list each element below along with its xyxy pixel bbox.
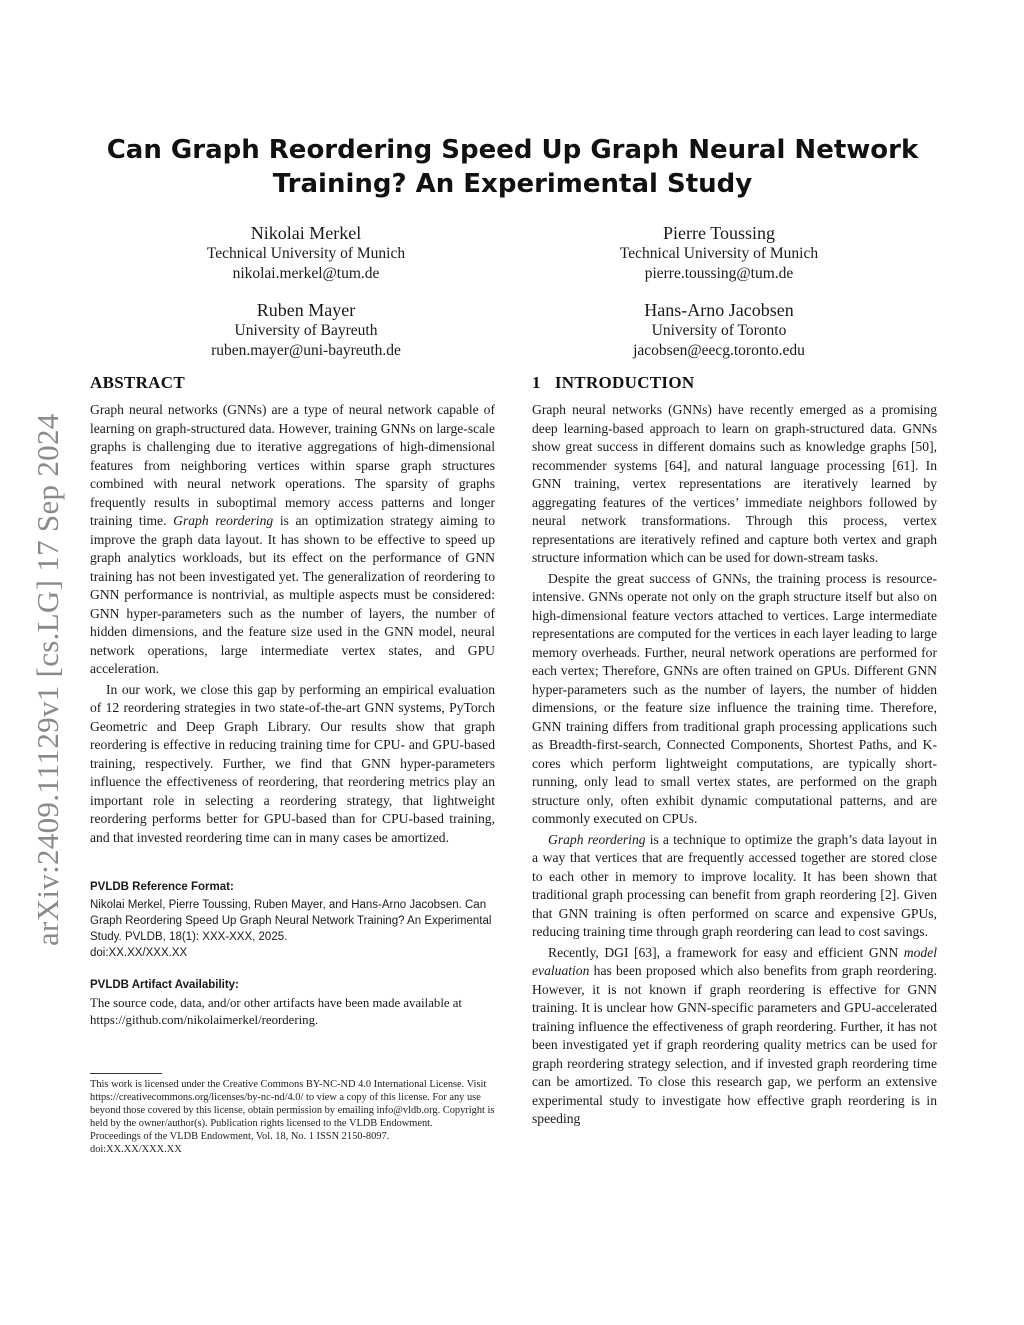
intro-paragraph: Graph neural networks (GNNs) have recently emerged as a promising deep learning-based approach to learn on graph-structured data. GNNs show great success in different domains such as knowledge graphs [50], recommender systems [64], and natural language processing [61]. In GNN training, vertex representations are iteratively learned by aggregating features of the vertices’ immediate neighbors followed by neural network transformations. Through this process, vertex representations are iteratively refined and capture both vertex and graph structure information which can be used for down-stream tasks. [532,402,937,565]
right-column [532,373,937,1129]
reference-format-text: Nikolai Merkel, Pierre Toussing, Ruben Mayer, and Hans-Arno Jacobsen. Can Graph Reordering Speed Up Graph Neural Network Training? An Experimental Study. PVLDB, 18(1): XXX-XXX, 2025. doi:XX.XX/XXX.XX [90,899,492,959]
author-name: Nikolai Merkel [250,223,362,243]
author-email: ruben.mayer@uni-bayreuth.de [211,342,401,359]
author-block [146,299,466,361]
artifact-availability [90,977,495,1029]
left-column [90,373,495,1029]
reference-format-heading: PVLDB Reference Format: [90,881,234,893]
introduction-heading [532,373,937,393]
author-block [559,299,879,361]
author-affiliation: Technical University of Munich [206,245,406,262]
author-block [559,222,879,284]
section-title: INTRODUCTION [554,373,695,392]
abstract-paragraph: In our work, we close this gap by performing an empirical evaluation of 12 reordering strategies in two state-of-the-art GNN systems, PyTorch Geometric and Deep Graph Library. Our results show that graph reordering is effective in reducing training time for CPU- and GPU-based training, respectively. Further, we find that GNN hyper-parameters influence the effectiveness of reordering, that reordering metrics play an important role in selecting a reordering strategy, that lightweight reordering performs better for GPU-based than for CPU-based training, and that invested reordering time can in many cases be amortized. [90,681,495,845]
intro-paragraph: Despite the great success of GNNs, the training process is resource-intensive. GNNs operate not only on the graph structure itself but also on high-dimensional feature vectors attached to vertices. Large intermediate representations are computed for the vertices in each layer leading to large memory overheads. Further, neural network operations are performed for each vertex; Therefore, GNNs are often trained on GPUs. Different GNN hyper-parameters such as the number of layers, the number of hidden dimensions, or the feature size influence the training time. Therefore, GNN training differs from traditional graph processing applications such as Breadth-first-search, Connected Components, Shortest Paths, and K-cores which perform lightweight computations, are typically short-running, only lead to small vertex states, are performed on the graph structure only, often exhibit dynamic computational patterns, and are commonly executed on CPUs. [532,570,937,826]
author-affiliation: Technical University of Munich [619,245,819,262]
section-number: 1 [532,373,541,392]
arxiv-identifier: arXiv:2409.11129v1 [cs.LG] 17 Sep 2024 [30,413,65,946]
author-email: nikolai.merkel@tum.de [232,265,380,282]
footnote-doi: doi:XX.XX/XXX.XX [90,1144,182,1155]
author-affiliation: University of Toronto [651,322,787,339]
intro-paragraph: Recently, DGI [63], a framework for easy and efficient GNN model evaluation has been proposed which also benefits from graph reordering. However, it is not known if graph reordering is effective for GNN training. It is unclear how GNN-specific parameters and GPU-accelerated training influence the effectiveness of graph reordering. Further, it has not been investigated yet if graph reordering quality metrics can be used for graph reordering strategy selection, and if invested graph reordering time can be amortized. To close this research gap, we perform an extensive experimental study to investigate how effective graph reordering is in speeding [532,944,937,1126]
paper-title: Can Graph Reordering Speed Up Graph Neural Network Training? An Experimental Study [106,135,919,199]
author-email: pierre.toussing@tum.de [644,265,794,282]
artifact-text: The source code, data, and/or other artifacts have been made available at https://github.com/nikolaimerkel/reordering. [90,996,462,1027]
abstract-heading: ABSTRACT [90,373,185,392]
license-text: This work is licensed under the Creative Commons BY-NC-ND 4.0 International License. Visit https://creativecommons.org/licenses/by-nc-nd/4.0/ to view a copy of this license. For any use beyond those covered by this license, obtain permission by emailing info@vldb.org. Copyright is held by the owner/author(s). Publication rights licensed to the VLDB Endowment. [90,1079,495,1129]
artifact-heading: PVLDB Artifact Availability: [90,979,239,991]
author-name: Ruben Mayer [256,300,356,320]
intro-paragraph: Graph reordering is a technique to optimize the graph’s data layout in a way that vertices that are frequently accessed together are stored close to each other in memory to improve locality. It has been shown that traditional graph processing can benefit from graph reordering [2]. Given that GNN training is often performed on scarce and expensive GPUs, reducing training time through graph reordering can lead to cost savings. [532,831,937,939]
license-footnote [90,1078,495,1156]
author-affiliation: University of Bayreuth [234,322,378,339]
reference-format [90,879,495,961]
footnote-divider [90,1073,162,1074]
proceedings-text: Proceedings of the VLDB Endowment, Vol. 18, No. 1 ISSN 2150-8097. [90,1131,390,1142]
author-email: jacobsen@eecg.toronto.edu [633,342,805,359]
author-block [146,222,466,284]
author-name: Pierre Toussing [663,223,775,243]
author-name: Hans-Arno Jacobsen [644,300,794,320]
abstract-paragraph: Graph neural networks (GNNs) are a type of neural network capable of learning on graph-structured data. However, training GNNs on large-scale graphs is challenging due to iterative aggregations of high-dimensional features from neighboring vertices within sparse graph structures combined with neural network operations. The sparsity of graphs frequently results in suboptimal memory access patterns and longer training time. Graph reordering is an optimization strategy aiming to improve the graph data layout. It has shown to be effective to speed up graph analytics workloads, but its effect on the performance of GNN training has not been investigated yet. The generalization of reordering to GNN performance is nontrivial, as multiple aspects must be considered: GNN hyper-parameters such as the number of layers, the number of hidden dimensions, and the feature size used in the GNN model, neural network operations, large intermediate vertex states, and GPU acceleration. [90,402,495,676]
